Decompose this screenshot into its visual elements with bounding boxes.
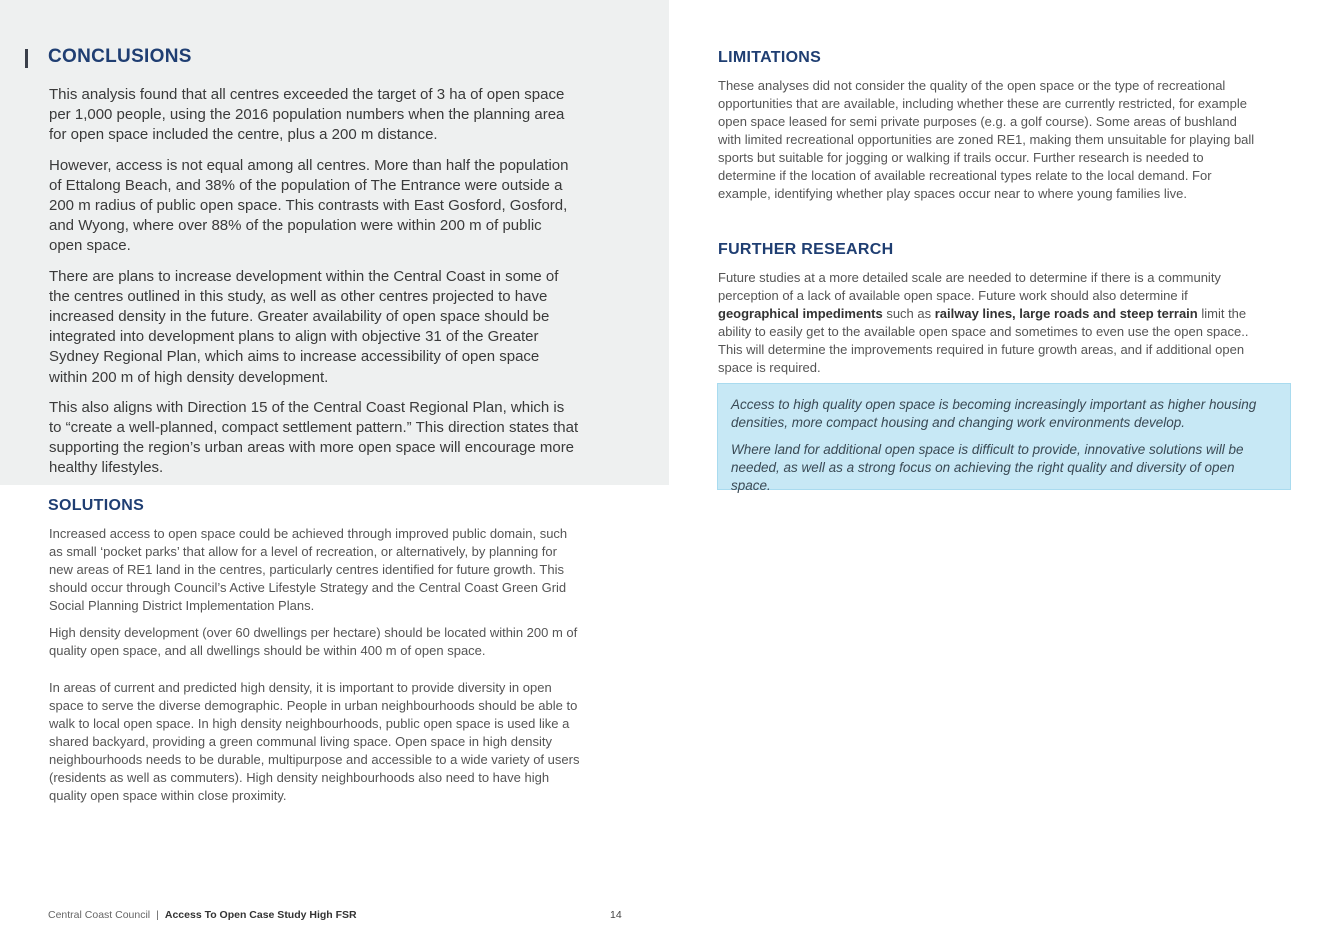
solutions-paragraph: Increased access to open space could be achieved through improved public domain, such as small ‘pocket parks’ that allow for a level of recreation, or alternatively, by planning for new areas of RE1 land in the centres, particularly centres identified for future growth. This should occur through Council’s Active Lifestyle Strategy and the Central Coast Green Grid Social Planning District Implementation Plans. — [49, 526, 568, 613]
highlight-callout-box — [717, 383, 1291, 493]
limitations-paragraph: These analyses did not consider the quality of the open space or the type of recreational opportunities that are available, including whether these are currently restricted, for example open space leased for semi private purposes (e.g. a golf course). Some areas of bushland with limited recreational opportunities are zoned RE1, making them unsuitable for playing ball sports but suitable for jogging or walking if trails occur. Further research is needed to determine if the location of available recreational types relate to the local demand. For example, identifying whether play spaces occur near to where young families live. — [718, 78, 1255, 201]
solutions-paragraph: High density development (over 60 dwellings per hectare) should be located within 200 m of quality open space, and all dwellings should be within 400 m of open space. — [49, 625, 578, 658]
further-research-heading: FURTHER RESEARCH — [718, 241, 894, 258]
page-footer — [48, 909, 357, 921]
conclusions-paragraph: This analysis found that all centres exceeded the target of 3 ha of open space per 1,000 people, using the 2016 population numbers when the planning area for open space included the centre, plus a 200 m distance. — [49, 86, 565, 144]
solutions-heading: SOLUTIONS — [48, 497, 145, 514]
further-research-body — [718, 269, 1263, 377]
section-accent-bar — [25, 49, 28, 68]
solutions-paragraph: In areas of current and predicted high density, it is important to provide diversity in open space to serve the diverse demographic. People in urban neighbourhoods should be able to walk to local open space. In high density neighbourhoods, public open space is used like a shared backyard, providing a green communal living space. Open space in high density neighbourhoods needs to be durable, multipurpose and accessible to a wide variety of users (residents as well as commuters). High density neighbourhoods also need to have high quality open space within close proximity. — [49, 680, 580, 803]
further-research-paragraph — [718, 269, 1263, 377]
solutions-body — [49, 525, 584, 805]
research-text-middle: such as — [882, 306, 935, 321]
conclusions-heading: CONCLUSIONS — [48, 46, 192, 67]
research-emphasis-impediments: geographical impediments — [718, 306, 883, 321]
limitations-body — [718, 77, 1263, 203]
page-number: 14 — [610, 909, 622, 921]
footer-organization: Central Coast Council — [48, 909, 151, 921]
limitations-heading: LIMITATIONS — [718, 49, 822, 66]
research-emphasis-barriers: railway lines, large roads and steep terrain — [934, 306, 1198, 321]
conclusions-paragraph: There are plans to increase development within the Central Coast in some of the centres outlined in this study, as well as other centres projected to have increased density in the future. Greater availability of open space should be integrated into development plans to align with objective 31 of the Greater Sydney Regional Plan, which aims to increase accessibility of open space within 200 m of high density development. — [49, 267, 559, 386]
footer-separator: | — [156, 909, 159, 921]
callout-quote: Where land for additional open space is difficult to provide, innovative solutions will be needed, as well as a strong focus on achieving the right quality and diversity of open space. — [731, 442, 1244, 493]
research-text-start: Future studies at a more detailed scale are needed to determine if there is a community perception of a lack of available open space. Future work should also determine if — [718, 270, 1221, 303]
callout-quote: Access to high quality open space is becoming increasingly important as higher housing densities, more compact housing and changing work environments develop. — [731, 397, 1257, 430]
conclusions-paragraph: However, access is not equal among all centres. More than half the population of Ettalong Beach, and 38% of the population of The Entrance were outside a 200 m radius of public open space. This contrasts with East Gosford, Gosford, and Wyong, where over 88% of the population were within 200 m of public open space. — [49, 156, 569, 255]
conclusions-body — [49, 85, 579, 489]
footer-document-title: Access To Open Case Study High FSR — [164, 909, 357, 921]
research-text-end: limit the ability to easily get to the available open space and sometimes to even use the open space.. This will determine the improvements required in future growth areas, and if additional open space is required. — [718, 306, 1249, 375]
conclusions-paragraph: This also aligns with Direction 15 of the Central Coast Regional Plan, which is to “create a well-planned, compact settlement pattern.” This direction states that supporting the region’s urban areas with more open space will encourage more healthy lifestyles. — [49, 398, 579, 477]
